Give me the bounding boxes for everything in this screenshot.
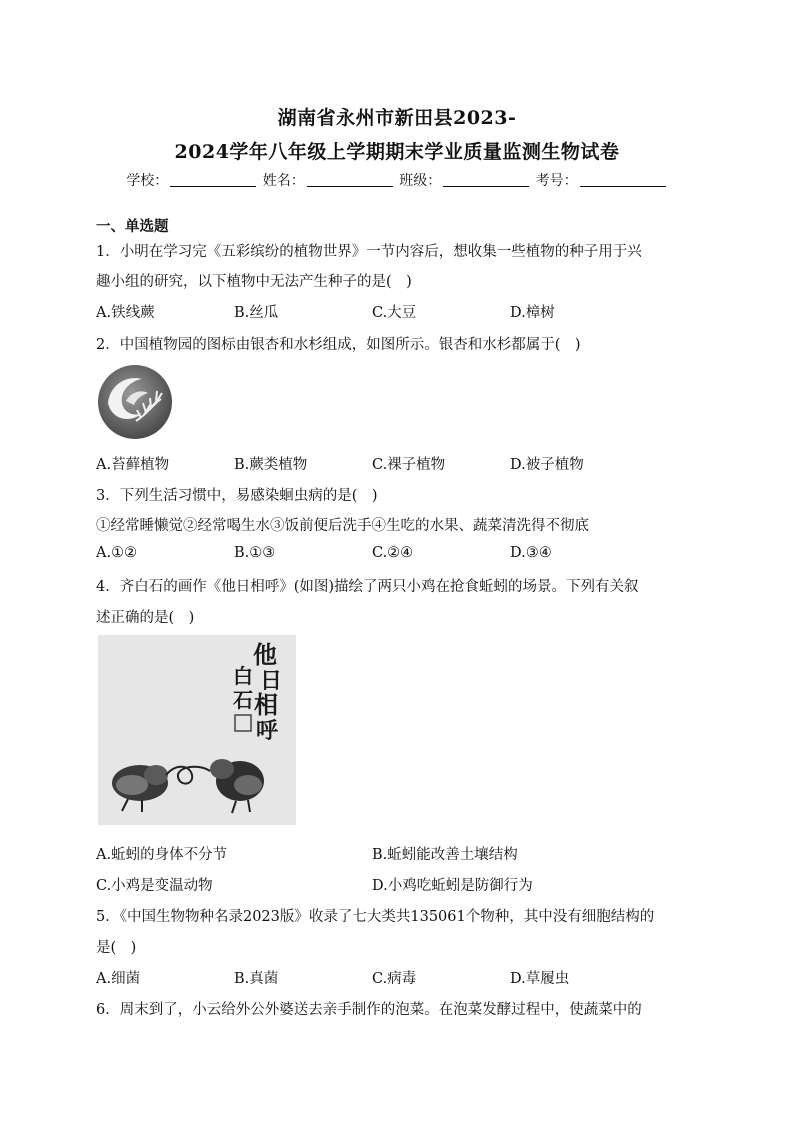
q5-stem-line2: 是( ) (96, 940, 137, 956)
q4-stem-line2: 述正确的是( ) (96, 610, 195, 626)
school-label: 学校： (126, 173, 169, 189)
q1-stem-line2: 趣小组的研究，以下植物中无法产生种子的是( ) (96, 274, 412, 290)
school-blank[interactable] (170, 173, 256, 187)
number-blank[interactable] (580, 173, 666, 187)
q2-stem-line1: 2．中国植物园的图标由银杏和水杉组成，如图所示。银杏和水杉都属于( ) (96, 337, 581, 353)
q1-option-c[interactable]: C.大豆 (372, 305, 417, 321)
number-label: 考号： (535, 173, 578, 189)
q2-option-b[interactable]: B.蕨类植物 (234, 457, 308, 473)
q3-option-d[interactable]: D.③④ (510, 545, 552, 561)
q3-option-c[interactable]: C.②④ (372, 545, 414, 561)
q4-option-b[interactable]: B.蚯蚓能改善土壤结构 (372, 847, 518, 863)
class-blank[interactable] (443, 173, 529, 187)
q4-option-c[interactable]: C.小鸡是变温动物 (96, 878, 213, 894)
exam-title-line1: 湖南省永州市新田县2023- (277, 107, 517, 129)
painting-char-bai: 白 (233, 664, 253, 688)
q4-option-d[interactable]: D.小鸡吃蚯蚓是防御行为 (372, 878, 533, 894)
q5-option-b[interactable]: B.真菌 (234, 971, 279, 987)
exam-title-line2: 2024学年八年级上学期期末学业质量监测生物试卷 (174, 141, 620, 163)
ginkgo-metasequoia-logo-icon (96, 363, 174, 441)
q4-option-a[interactable]: A.蚯蚓的身体不分节 (96, 847, 228, 863)
botanical-garden-logo (96, 363, 174, 441)
qi-baishi-painting (98, 635, 296, 825)
name-blank[interactable] (307, 173, 393, 187)
painting-char-ta: 他 (253, 640, 277, 669)
q5-option-a[interactable]: A.细菌 (96, 971, 141, 987)
q2-option-c[interactable]: C.裸子植物 (372, 457, 446, 473)
section-heading: 一、单选题 (96, 218, 169, 235)
chicks-painting-icon (98, 635, 296, 825)
q5-stem-line1: 5．《中国生物物种名录2023版》收录了七大类共135061个物种，其中没有细胞结构的 (96, 909, 655, 925)
q1-option-b[interactable]: B.丝瓜 (234, 305, 279, 321)
q3-stem-line1: 3．下列生活习惯中，易感染蛔虫病的是( ) (96, 488, 378, 504)
student-info-row (0, 170, 794, 190)
q2-option-a[interactable]: A.苔藓植物 (96, 457, 170, 473)
q3-stem-line2: ①经常睡懒觉②经常喝生水③饭前便后洗手④生吃的水果、蔬菜清洗得不彻底 (96, 518, 589, 534)
name-label: 姓名： (262, 173, 305, 189)
q5-option-d[interactable]: D.草履虫 (510, 971, 570, 987)
q5-option-c[interactable]: C.病毒 (372, 971, 417, 987)
painting-char-hu: 呼 (256, 718, 279, 744)
q6-stem-line1: 6．周末到了，小云给外公外婆送去亲手制作的泡菜。在泡菜发酵过程中，使蔬菜中的 (96, 1002, 642, 1018)
q1-option-d[interactable]: D.樟树 (510, 305, 555, 321)
q3-option-b[interactable]: B.①③ (234, 545, 276, 561)
q3-option-a[interactable]: A.①② (96, 545, 138, 561)
q2-option-d[interactable]: D.被子植物 (510, 457, 584, 473)
class-label: 班级： (399, 173, 442, 189)
q4-stem-line1: 4．齐白石的画作《他日相呼》(如图)描绘了两只小鸡在抢食蚯蚓的场景。下列有关叙 (96, 579, 639, 595)
painting-char-shi: 石 (233, 688, 253, 712)
painting-char-xiang: 相 (254, 690, 278, 719)
q1-option-a[interactable]: A.铁线蕨 (96, 305, 155, 321)
q1-stem-line1: 1．小明在学习完《五彩缤纷的植物世界》一节内容后，想收集一些植物的种子用于兴 (96, 244, 642, 260)
painting-char-ri: 日 (260, 668, 283, 694)
